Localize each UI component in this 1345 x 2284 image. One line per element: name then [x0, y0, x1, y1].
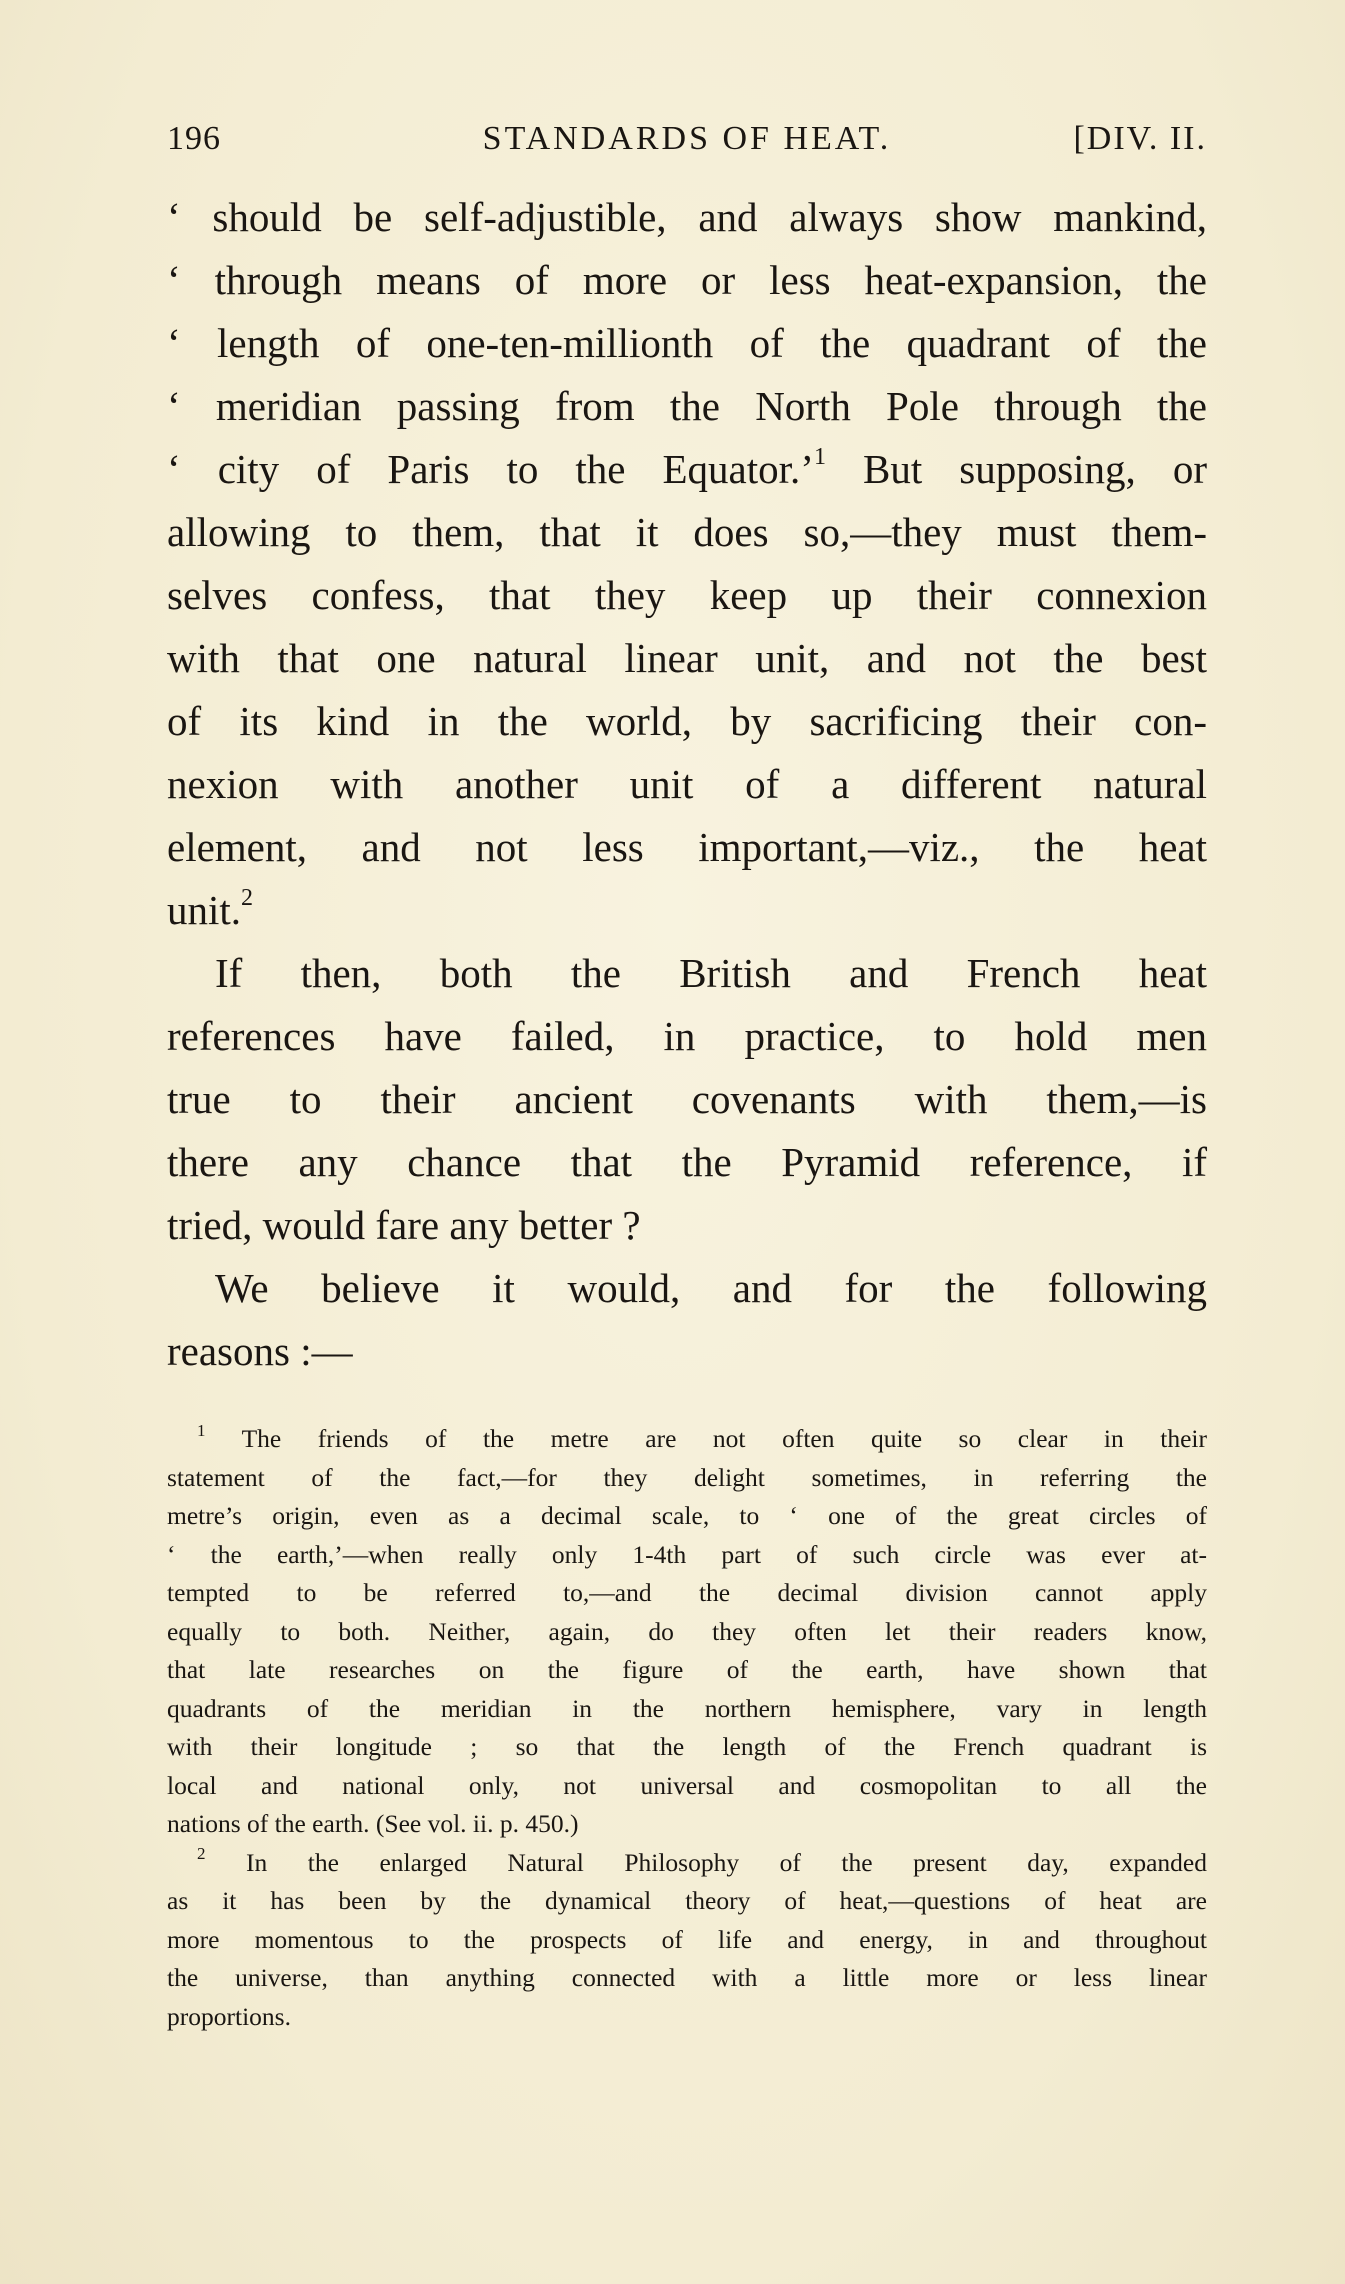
- text-line: [167, 879, 1207, 942]
- footnote-line: ‘ the earth,’—when really only 1-4th part of such circle was ever at-: [167, 1539, 1207, 1569]
- footnote-line: [167, 1844, 1207, 1883]
- text-segment: In the enlarged Natural Philosophy of the present day, expanded: [246, 1847, 1207, 1877]
- footnote-line: metre’s origin, even as a decimal scale, to ‘ one of the great circles of: [167, 1501, 1207, 1530]
- text-line: nexion with another unit of a different natural: [167, 761, 1207, 807]
- running-title: STANDARDS OF HEAT.: [482, 120, 892, 157]
- text-line: reasons :—: [167, 1328, 353, 1374]
- footnote-line: more momentous to the prospects of life and energy, in and throughout: [167, 1924, 1207, 1954]
- footnote-line: local and national only, not universal and cosmopolitan to all the: [167, 1770, 1207, 1800]
- footnote-ref-2: 2: [241, 885, 254, 912]
- footnote-line: nations of the earth. (See vol. ii. p. 450.): [167, 1809, 579, 1838]
- footnote-marker-2: 2: [197, 1844, 206, 1863]
- text-line: [167, 438, 1207, 501]
- page-number: 196: [167, 120, 221, 157]
- footnote-line: with their longitude ; so that the length of the French quadrant is: [167, 1732, 1207, 1761]
- text-segment: But supposing, or: [825, 446, 1207, 492]
- text-segment: ‘ city of Paris to the Equator.’: [167, 446, 814, 492]
- text-line: of its kind in the world, by sacrificing their con-: [167, 698, 1207, 744]
- text-segment: The friends of the metre are not often quite so clear in their: [241, 1424, 1207, 1453]
- footnote-ref-1: 1: [813, 444, 826, 471]
- division-label: [DIV. II.: [1073, 120, 1207, 157]
- text-line: If then, both the British and French heat: [215, 950, 1207, 996]
- text-line: element, and not less important,—viz., the heat: [167, 824, 1207, 870]
- text-segment: unit.: [167, 887, 242, 933]
- running-header: [167, 120, 1207, 170]
- text-line: ‘ length of one-ten-millionth of the quadrant of the: [167, 320, 1207, 366]
- text-line: ‘ through means of more or less heat-expansion, the: [167, 257, 1207, 303]
- text-line: references have failed, in practice, to hold men: [167, 1013, 1207, 1059]
- text-line: ‘ meridian passing from the North Pole through the: [167, 383, 1207, 429]
- text-line: We believe it would, and for the following: [215, 1265, 1207, 1311]
- main-text: [167, 186, 1207, 1383]
- footnote-line: equally to both. Neither, again, do they often let their readers know,: [167, 1616, 1207, 1646]
- footnote-marker-1: 1: [197, 1420, 206, 1440]
- footnote-line: statement of the fact,—for they delight sometimes, in referring the: [167, 1462, 1207, 1492]
- footnote-line: the universe, than anything connected with a little more or less linear: [167, 1963, 1207, 1992]
- footnote-line: that late researches on the figure of the earth, have shown that: [167, 1655, 1207, 1684]
- text-line: ‘ should be self-adjustible, and always show mankind,: [167, 194, 1207, 240]
- text-line: selves confess, that they keep up their connexion: [167, 572, 1207, 618]
- text-line: tried, would fare any better ?: [167, 1202, 641, 1248]
- footnote-line: quadrants of the meridian in the northern hemisphere, vary in length: [167, 1693, 1207, 1723]
- text-line: with that one natural linear unit, and not the best: [167, 635, 1207, 681]
- footnotes: [167, 1420, 1207, 2036]
- footnote-line: as it has been by the dynamical theory of heat,—questions of heat are: [167, 1886, 1207, 1915]
- text-line: true to their ancient covenants with them,—is: [167, 1076, 1207, 1122]
- text-line: allowing to them, that it does so,—they must them-: [167, 509, 1207, 555]
- text-line: there any chance that the Pyramid reference, if: [167, 1139, 1207, 1185]
- footnote-line: proportions.: [167, 2001, 291, 2031]
- footnote-line: [167, 1420, 1207, 1459]
- footnote-line: tempted to be referred to,—and the decimal division cannot apply: [167, 1578, 1207, 1607]
